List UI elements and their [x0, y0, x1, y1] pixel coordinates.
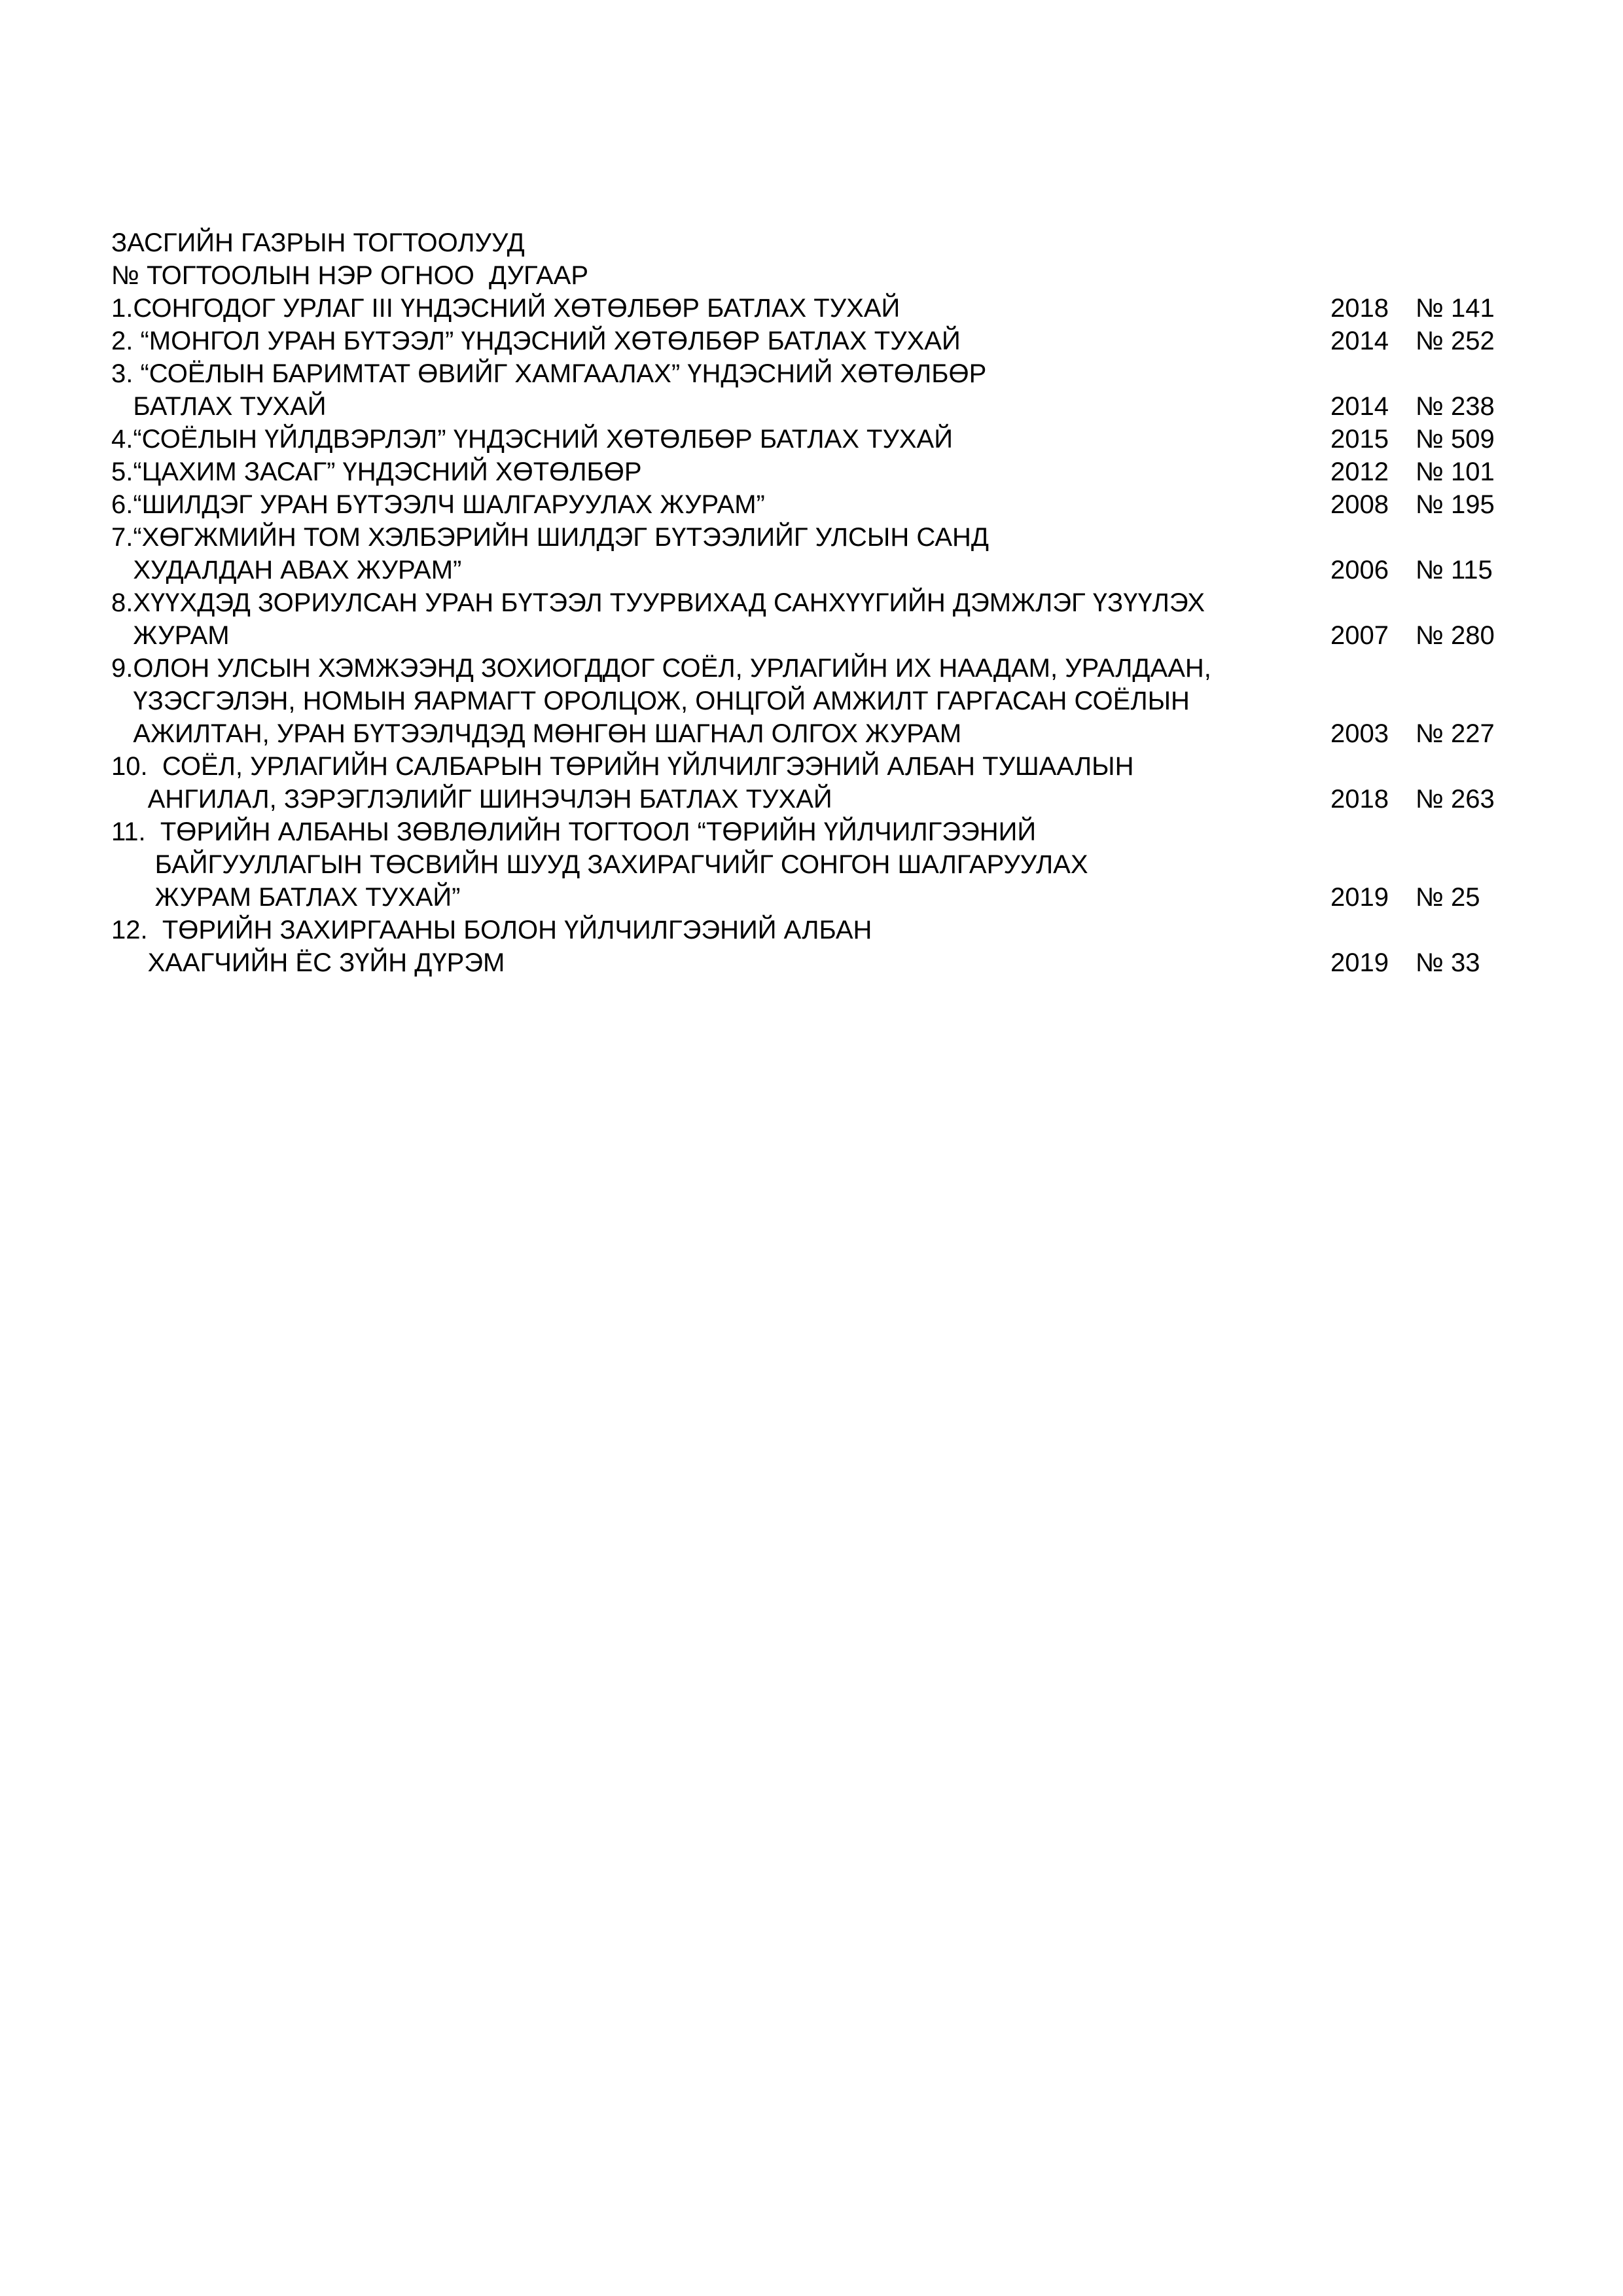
columns-header: № ТОГТООЛЫН НЭР ОГНОО ДУГААР: [111, 261, 589, 290]
list-item-line: [111, 586, 1623, 619]
item-text: ЖУРАМ: [111, 621, 230, 650]
list-item-line: [111, 750, 1623, 783]
item-text: 3. “СОЁЛЫН БАРИМТАТ ӨВИЙГ ХАМГААЛАХ” ҮНДЭСНИЙ ХӨТӨЛБӨР: [111, 359, 987, 388]
list-item-line: [111, 488, 1623, 521]
item-year: 2015: [1330, 425, 1389, 454]
list-item-line: [111, 685, 1623, 717]
item-text: 11. ТӨРИЙН АЛБАНЫ ЗӨВЛӨЛИЙН ТОГТООЛ “ТӨРИЙН ҮЙЛЧИЛГЭЭНИЙ: [111, 817, 1037, 846]
item-number: № 252: [1416, 327, 1495, 355]
item-text: АЖИЛТАН, УРАН БҮТЭЭЛЧДЭД МӨНГӨН ШАГНАЛ ОЛГОХ ЖУРАМ: [111, 719, 962, 748]
list-item-line: [111, 456, 1623, 488]
page-title: ЗАСГИЙН ГАЗРЫН ТОГТООЛУУД: [111, 228, 525, 257]
list-item-line: [111, 914, 1623, 946]
list-item-line: [111, 292, 1623, 325]
list-item-line: [111, 717, 1623, 750]
item-text: 5.“ЦАХИМ ЗАСАГ” ҮНДЭСНИЙ ХӨТӨЛБӨР: [111, 457, 642, 486]
list-item-line: [111, 816, 1623, 848]
item-text: 8.ХҮҮХДЭД ЗОРИУЛСАН УРАН БҮТЭЭЛ ТУУРВИХАД САНХҮҮГИЙН ДЭМЖЛЭГ ҮЗҮҮЛЭХ: [111, 588, 1205, 617]
list-item-line: [111, 521, 1623, 554]
list-item-line: [111, 946, 1623, 979]
item-number: № 227: [1416, 719, 1495, 748]
item-number: № 263: [1416, 785, 1495, 814]
item-text: 1.СОНГОДОГ УРЛАГ III ҮНДЭСНИЙ ХӨТӨЛБӨР БАТЛАХ ТУХАЙ: [111, 294, 901, 323]
item-year: 2018: [1330, 785, 1389, 814]
item-year: 2014: [1330, 327, 1389, 355]
list-item-line: [111, 619, 1623, 652]
list-item-line: [111, 783, 1623, 816]
list-item-line: [111, 390, 1623, 423]
resolution-list: [111, 292, 1623, 979]
item-text: ЖУРАМ БАТЛАХ ТУХАЙ”: [111, 883, 461, 912]
item-text: 9.ОЛОН УЛСЫН ХЭМЖЭЭНД ЗОХИОГДДОГ СОЁЛ, УРЛАГИЙН ИХ НААДАМ, УРАЛДААН,: [111, 654, 1211, 683]
item-year: 2019: [1330, 948, 1389, 977]
item-year: 2007: [1330, 621, 1389, 650]
item-number: № 509: [1416, 425, 1495, 454]
item-number: № 195: [1416, 490, 1495, 519]
item-number: № 238: [1416, 392, 1495, 421]
item-text: 10. СОЁЛ, УРЛАГИЙН САЛБАРЫН ТӨРИЙН ҮЙЛЧИЛГЭЭНИЙ АЛБАН ТУШААЛЫН: [111, 752, 1134, 781]
item-year: 2014: [1330, 392, 1389, 421]
item-number: № 141: [1416, 294, 1495, 323]
item-number: № 280: [1416, 621, 1495, 650]
list-item-line: [111, 325, 1623, 357]
item-year: 2003: [1330, 719, 1389, 748]
item-text: 7.“ХӨГЖМИЙН ТОМ ХЭЛБЭРИЙН ШИЛДЭГ БҮТЭЭЛИЙГ УЛСЫН САНД: [111, 523, 989, 552]
list-item-line: [111, 423, 1623, 456]
list-item-line: [111, 881, 1623, 914]
list-item-line: [111, 357, 1623, 390]
list-item-line: [111, 848, 1623, 881]
item-year: 2012: [1330, 457, 1389, 486]
document-content: [111, 226, 1623, 979]
item-text: 6.“ШИЛДЭГ УРАН БҮТЭЭЛЧ ШАЛГАРУУЛАХ ЖУРАМ”: [111, 490, 765, 519]
list-item-line: [111, 652, 1623, 685]
item-text: 4.“СОЁЛЫН ҮЙЛДВЭРЛЭЛ” ҮНДЭСНИЙ ХӨТӨЛБӨР БАТЛАХ ТУХАЙ: [111, 425, 953, 454]
item-number: № 115: [1416, 556, 1493, 584]
list-item-line: [111, 554, 1623, 586]
item-year: 2008: [1330, 490, 1389, 519]
item-year: 2006: [1330, 556, 1389, 584]
item-text: ХААГЧИЙН ЁС ЗҮЙН ДҮРЭМ: [111, 948, 505, 977]
item-number: № 101: [1416, 457, 1495, 486]
item-number: № 25: [1416, 883, 1480, 912]
item-text: 12. ТӨРИЙН ЗАХИРГААНЫ БОЛОН ҮЙЛЧИЛГЭЭНИЙ АЛБАН: [111, 916, 872, 944]
item-text: БАЙГУУЛЛАГЫН ТӨСВИЙН ШУУД ЗАХИРАГЧИЙГ СОНГОН ШАЛГАРУУЛАХ: [111, 850, 1088, 879]
item-text: АНГИЛАЛ, ЗЭРЭГЛЭЛИЙГ ШИНЭЧЛЭН БАТЛАХ ТУХАЙ: [111, 785, 832, 814]
item-year: 2019: [1330, 883, 1389, 912]
item-text: ҮЗЭСГЭЛЭН, НОМЫН ЯАРМАГТ ОРОЛЦОЖ, ОНЦГОЙ АМЖИЛТ ГАРГАСАН СОЁЛЫН: [111, 687, 1190, 715]
item-text: ХУДАЛДАН АВАХ ЖУРАМ”: [111, 556, 462, 584]
item-number: № 33: [1416, 948, 1480, 977]
item-text: БАТЛАХ ТУХАЙ: [111, 392, 327, 421]
item-text: 2. “МОНГОЛ УРАН БҮТЭЭЛ” ҮНДЭСНИЙ ХӨТӨЛБӨР БАТЛАХ ТУХАЙ: [111, 327, 961, 355]
item-year: 2018: [1330, 294, 1389, 323]
